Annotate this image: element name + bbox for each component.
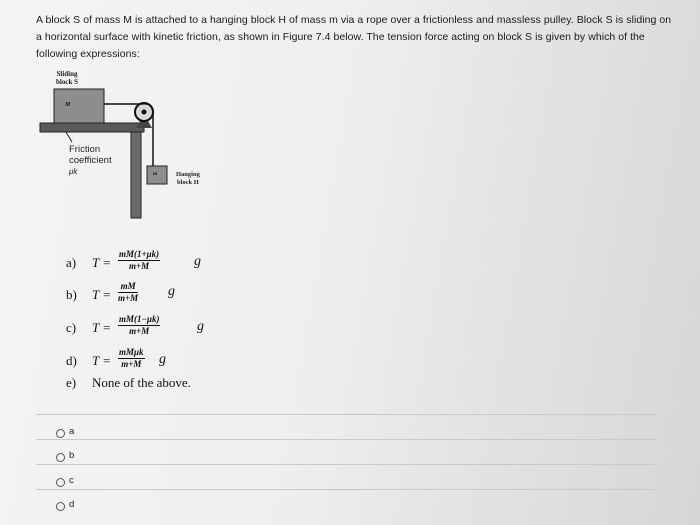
choice-row-b[interactable] [36,448,656,470]
option-letter: a) [66,255,77,270]
pulley-axle [142,110,147,115]
formula-g: g [168,284,175,299]
option-letter: c) [66,320,77,335]
pulley-diagram-svg [36,70,216,220]
formula-fraction [118,249,160,272]
choice-row-c[interactable] [36,473,656,495]
block-m-label: M [65,102,71,108]
fraction-numerator: mM(1−μk) [119,314,160,324]
choice-divider [36,464,656,465]
choice-label[interactable]: c [69,475,74,486]
formula-g: g [197,319,204,334]
sliding-block-s [54,89,104,123]
question-text: A block S of mass M is attached to a hanging block H of mass m via a rope over a frictionless and massless pulley. Block S is sliding on a horizontal surface with kinetic friction, as shown in Figure 7.4 below. The tension force acting on block S is given by which of the following expressions: [36,14,672,60]
formula-lhs: T = [92,353,112,368]
figure-pulley-diagram [36,70,216,220]
friction-label: Friction coefficient μk [69,144,112,176]
radio-button-d[interactable] [56,502,65,511]
fraction-denominator: m+M [129,261,150,271]
fraction-numerator: mMμk [119,347,144,357]
hanging-block-label: Hanging block H [176,171,200,186]
formula-fraction [118,281,138,304]
choices-divider-top [36,414,656,415]
radio-button-a[interactable] [56,429,65,438]
formula-lhs: T = [92,320,112,335]
choice-label[interactable]: b [69,450,75,461]
friction-pointer [66,132,72,142]
sliding-block-label: Sliding block S [56,70,78,86]
choice-divider [36,439,656,440]
choice-row-d[interactable] [36,497,656,519]
option-letter: d) [66,353,77,368]
fraction-numerator: mM(1+μk) [119,249,160,259]
table-leg [131,132,141,218]
option-letter: b) [66,287,77,302]
formula-lhs: T = [92,287,112,302]
fraction-numerator: mM [118,281,138,293]
fraction-denominator: m+M [129,326,150,336]
choice-row-a[interactable] [36,424,656,446]
choice-divider [36,489,656,490]
choice-label[interactable]: a [69,426,75,437]
formula-g: g [194,254,201,269]
formula-fraction [118,314,160,337]
radio-button-b[interactable] [56,453,65,462]
radio-button-c[interactable] [56,478,65,487]
option-letter: e) [66,375,77,390]
formula-lhs: T = [92,255,112,270]
none-of-the-above-text: None of the above. [92,375,191,390]
table-top [40,123,144,132]
hanging-mass-label: m [153,172,158,177]
choice-label[interactable]: d [69,499,75,510]
fraction-denominator: m+M [121,359,142,369]
formula-fraction [118,347,145,370]
fraction-denominator: m+M [118,293,139,303]
formula-g: g [159,352,166,367]
